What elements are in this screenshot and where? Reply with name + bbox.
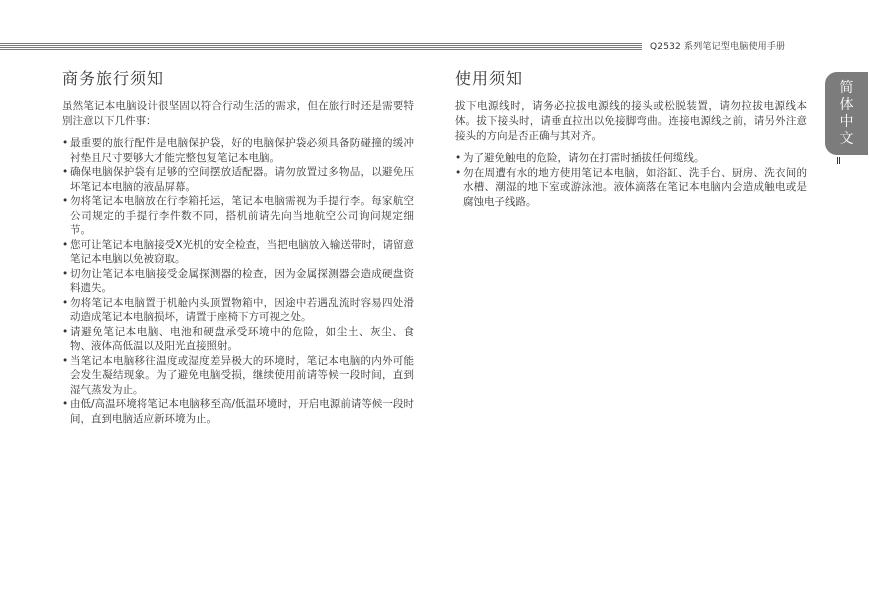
list-item-text: 勿将笔记本电脑放在行李箱托运，笔记本电脑需视为手提行李。每家航空公司规定的手提行李件数不同，搭机前请先向当地航空公司询问规定细节。 [70,195,414,236]
section-heading: 使用须知 [455,69,524,88]
list-item [455,151,807,166]
section-intro: 虽然笔记本电脑设计很坚固以符合行动生活的需求，但在旅行时还是需要特别注意以下几件事： [62,100,414,127]
list-item [62,325,414,354]
language-tab-char: 体 [839,96,854,113]
bullet-icon: • [62,238,69,251]
bullet-icon: • [62,195,69,207]
list-item-text: 确保电脑保护袋有足够的空间摆放适配器。请勿放置过多物品，以避免压坏笔记本电脑的液晶屏幕。 [70,166,414,193]
manual-title: Q2532 系列笔记型电脑使用手册 [650,42,786,52]
list-item-text: 当笔记本电脑移往温度或湿度差异极大的环境时，笔记本电脑的内外可能会发生凝结现象。为了避免电脑受损，继续使用前请等候一段时间，直到湿气蒸发为止。 [70,354,414,396]
bullet-icon: • [62,137,69,149]
list-item-text: 切勿让笔记本电脑接受金属探测器的检查，因为金属探测器会造成硬盘资料遗失。 [70,267,414,294]
bullet-icon: • [62,267,69,280]
header-rule [0,43,642,50]
language-tab-char: 中 [839,113,854,130]
list-item [62,165,414,194]
list-item-text: 勿将笔记本电脑置于机舱内头顶置物箱中，因途中若遇乱流时容易四处滑动造成笔记本电脑损坏，请置于座椅下方可视之处。 [70,296,414,323]
list-item-text: 由低/高温环境将笔记本电脑移至高/低温环境时，开启电源前请等候一段时间，直到电脑适应新环境为止。 [70,398,414,425]
list-item-text: 最重要的旅行配件是电脑保护袋，好的电脑保护袋必须具备防碰撞的缓冲衬垫且尺寸要够大才能完整包复笔记本电脑。 [70,137,414,164]
usage-notes-section [455,66,807,209]
list-item [62,397,414,426]
language-tab-char: 简 [839,79,854,96]
travel-tips-list [62,136,414,426]
usage-tips-list [455,151,807,209]
list-item [62,296,414,325]
language-tab-simplified-chinese[interactable] [825,72,868,155]
list-item-text: 请避免笔记本电脑、电池和硬盘承受环境中的危险，如尘土、灰尘、食物、液体高低温以及阳光直接照射。 [70,325,414,352]
bullet-icon: • [455,152,462,164]
list-item-text: 为了避免触电的危险，请勿在打雷时插拔任何缆线。 [463,152,705,164]
section-intro: 拔下电源线时，请务必拉拔电源线的接头或松脱装置，请勿拉拔电源线本体。拔下接头时，请垂直拉出以免接脚弯曲。连接电源线之前，请另外注意接头的方向是否正确与其对齐。 [455,100,807,142]
list-item-text: 勿在周遭有水的地方使用笔记本电脑，如浴缸、洗手台、厨房、洗衣间的水槽、潮湿的地下室或游泳池。液体滴落在笔记本电脑内会造成触电或是腐蚀电子线路。 [463,166,807,208]
list-item [62,238,414,267]
bullet-icon: • [62,296,69,309]
language-tab-char: 文 [839,130,854,147]
page-number: II [836,156,840,167]
list-item [62,354,414,398]
list-item [62,194,414,238]
business-travel-section [62,66,414,426]
list-item [455,166,807,210]
bullet-icon: • [455,166,462,179]
bullet-icon: • [62,354,69,367]
list-item-text: 您可让笔记本电脑接受X光机的安全检查，当把电脑放入输送带时，请留意笔记本电脑以免被窃取。 [70,238,414,265]
bullet-icon: • [62,325,69,338]
list-item [62,136,414,165]
bullet-icon: • [62,398,69,410]
section-heading: 商务旅行须知 [62,69,165,88]
list-item [62,267,414,296]
bullet-icon: • [62,166,69,178]
